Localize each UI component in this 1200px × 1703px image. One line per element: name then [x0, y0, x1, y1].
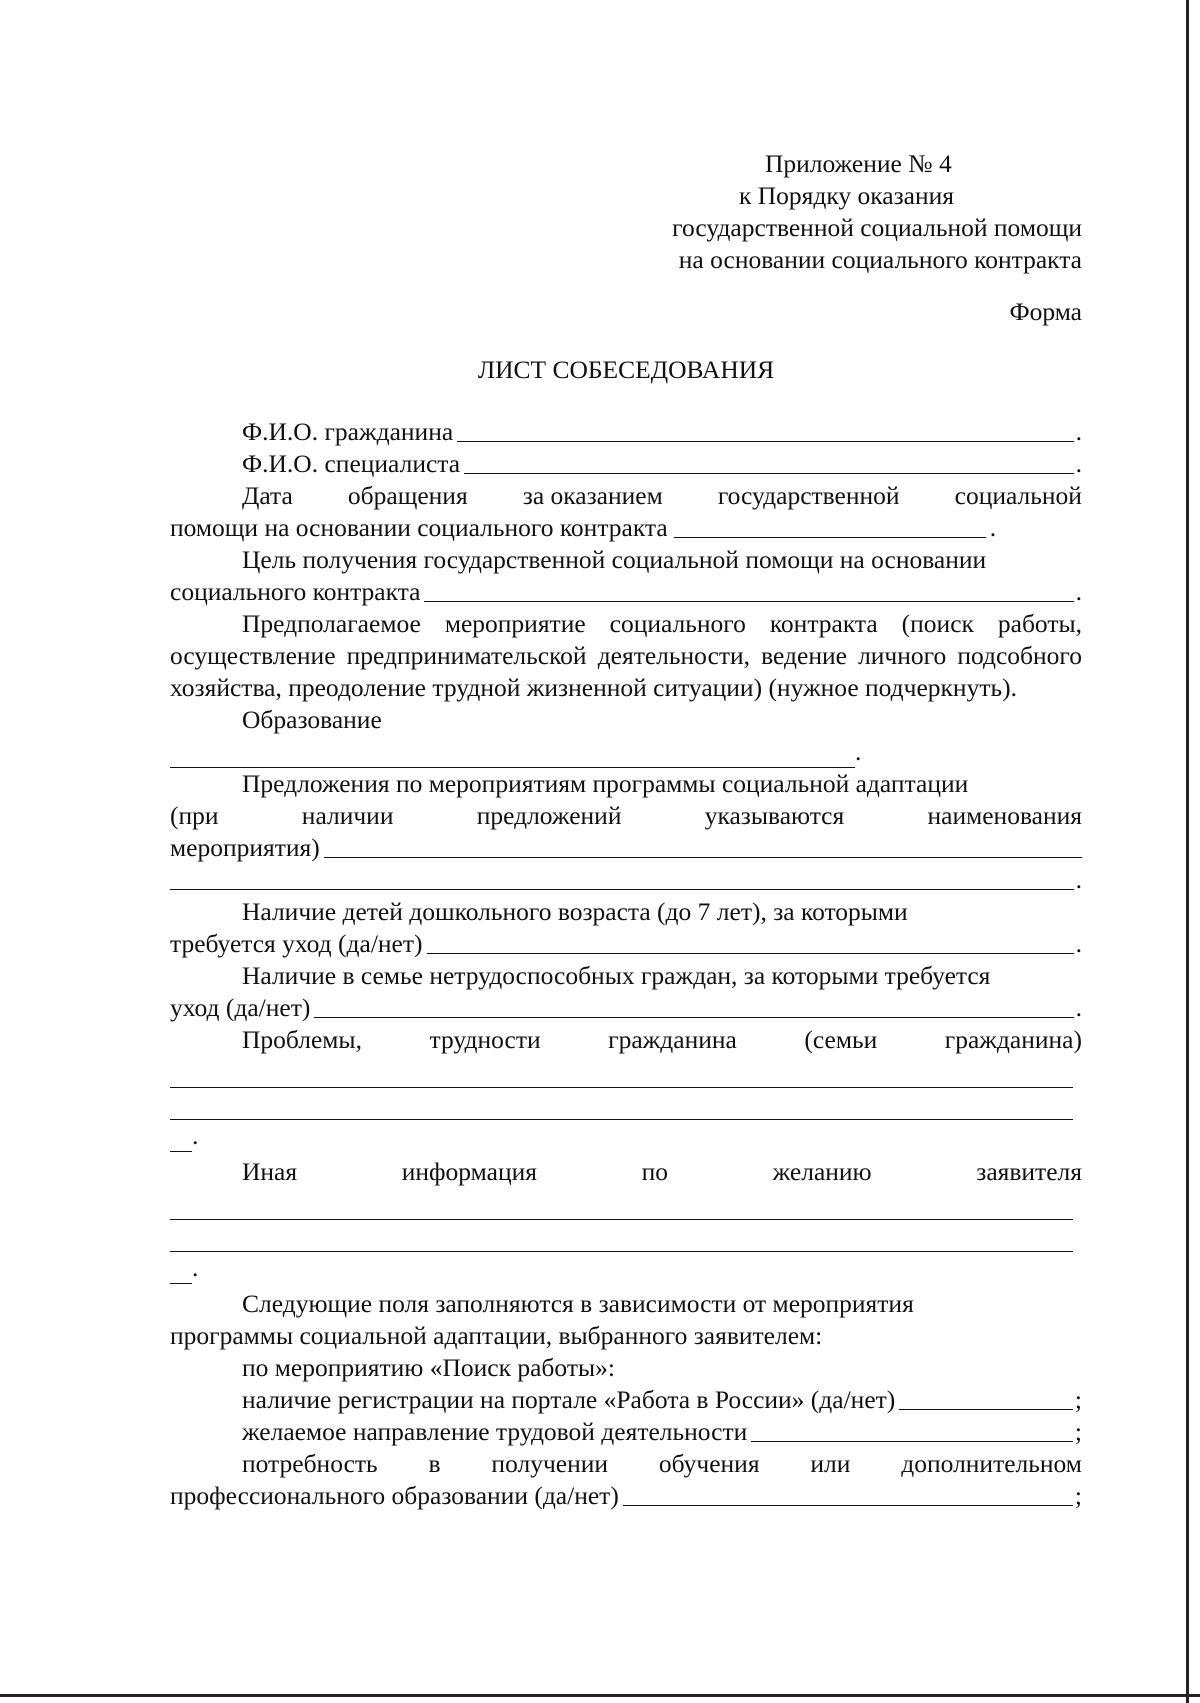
proposals-label-line: (при наличии предложений указываются наименования — [170, 801, 1082, 830]
form-label: Форма — [1009, 297, 1082, 326]
following-fields-note-line: программы социальной адаптации, выбранного заявителем: — [170, 1321, 823, 1350]
proposals-label: Предложения по мероприятиям программы социальной адаптации — [242, 769, 969, 798]
registration-row: наличие регистрации на портале «Работа в России» (да/нет) ; — [242, 1385, 1082, 1414]
appendix-reference: к Порядку оказания — [739, 181, 955, 210]
citizen-name-label: Ф.И.О. гражданина — [242, 417, 454, 446]
training-field[interactable] — [623, 1481, 1073, 1506]
problems-field-end[interactable] — [170, 1127, 192, 1152]
appendix-header — [170, 148, 1082, 276]
proposals-row: мероприятия) — [170, 832, 1082, 864]
specialist-name-row: Ф.И.О. специалиста . — [242, 449, 1082, 478]
specialist-name-field[interactable] — [464, 449, 1074, 474]
direction-row: желаемое направление трудовой деятельности ; — [242, 1417, 1082, 1446]
document-page — [170, 148, 1082, 1512]
registration-field[interactable] — [899, 1385, 1073, 1410]
registration-label: наличие регистрации на портале «Работа в России» (да/нет) — [242, 1385, 896, 1414]
goal-label: Цель получения государственной социальной помощи на основании — [242, 545, 987, 574]
other-info-field-2[interactable] — [170, 1220, 1073, 1252]
goal-row: социального контракта . — [170, 577, 1082, 606]
other-info-end-row: . — [170, 1252, 1082, 1284]
other-info-label: Иная информация по желанию заявителя — [242, 1157, 1082, 1186]
education-field[interactable] — [170, 736, 855, 768]
other-info-field[interactable] — [170, 1188, 1073, 1220]
other-info-field-end[interactable] — [170, 1259, 192, 1284]
problems-end-row: . — [170, 1120, 1082, 1152]
appendix-number: Приложение № 4 — [765, 149, 952, 178]
appendix-reference-line: на основании социального контракта — [678, 245, 1082, 274]
application-date-label: Дата обращения за оказанием государственной социальной — [242, 481, 1082, 510]
problems-field[interactable] — [170, 1056, 1073, 1088]
following-fields-note: Следующие поля заполняются в зависимости от мероприятия — [242, 1289, 914, 1318]
problems-field-2[interactable] — [170, 1088, 1073, 1120]
proposals-row-2: . — [170, 864, 1082, 896]
appendix-reference-line: государственной социальной помощи — [672, 213, 1082, 242]
training-row: профессионального образовании (да/нет) ; — [170, 1481, 1082, 1510]
disabled-family-label: Наличие в семье нетрудоспособных граждан, за которыми требуется — [242, 961, 991, 990]
disabled-family-row: уход (да/нет) . — [170, 993, 1082, 1022]
education-label: Образование — [242, 705, 382, 734]
citizen-name-row: Ф.И.О. гражданина . — [242, 417, 1082, 446]
job-search-heading: по мероприятию «Поиск работы»: — [242, 1353, 615, 1382]
children-field[interactable] — [427, 929, 1074, 954]
children-label: Наличие детей дошкольного возраста (до 7 лет), за которыми — [242, 897, 908, 926]
education-row: . — [170, 736, 1082, 768]
scan-border-bottom — [0, 1694, 1200, 1697]
goal-field[interactable] — [424, 577, 1073, 602]
direction-field[interactable] — [751, 1417, 1073, 1442]
citizen-name-field[interactable] — [457, 417, 1073, 442]
measure-text: Предполагаемое мероприятие социального контракта (поиск работы, осуществление предпринимательской деятельности, ведение личного подсобного хозяйства, преодоление трудной жизненной ситуации) (нужное подчеркнуть). — [170, 609, 1082, 702]
proposals-field[interactable] — [324, 833, 1082, 858]
application-date-row: помощи на основании социального контракта . — [170, 513, 997, 542]
direction-label: желаемое направление трудовой деятельности — [242, 1417, 748, 1446]
training-label: потребность в получении обучения или дополнительном — [242, 1449, 1082, 1478]
application-date-field[interactable] — [674, 513, 986, 538]
specialist-name-label: Ф.И.О. специалиста — [242, 449, 461, 478]
page-title: ЛИСТ СОБЕСЕДОВАНИЯ — [477, 355, 775, 384]
problems-label: Проблемы, трудности гражданина (семьи гражданина) — [242, 1025, 1082, 1054]
children-row: требуется уход (да/нет) . — [170, 929, 1082, 958]
disabled-family-field[interactable] — [314, 993, 1073, 1018]
scan-border-right — [1186, 0, 1189, 1703]
proposals-field-2[interactable] — [170, 865, 1074, 890]
